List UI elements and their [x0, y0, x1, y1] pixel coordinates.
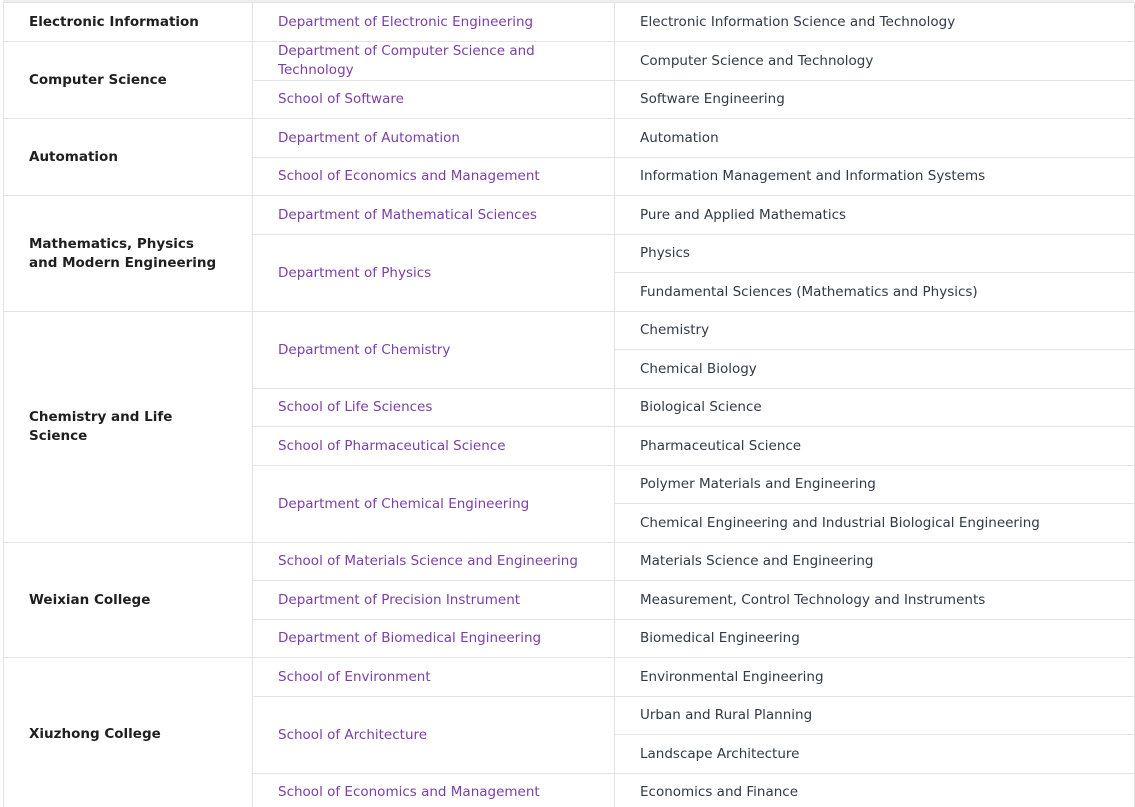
department-link[interactable]: School of Software — [253, 81, 615, 119]
major-cell: Landscape Architecture — [615, 735, 1135, 774]
group-cell: Weixian College — [4, 543, 253, 658]
major-cell: Polymer Materials and Engineering — [615, 466, 1135, 504]
department-link[interactable]: School of Economics and Management — [253, 158, 615, 196]
table-row — [4, 42, 1135, 81]
department-link[interactable]: Department of Computer Science and Technology — [253, 42, 615, 81]
group-cell: Electronic Information — [4, 3, 253, 42]
major-cell: Chemistry — [615, 312, 1135, 350]
department-link[interactable]: School of Economics and Management — [253, 774, 615, 807]
table-row — [4, 312, 1135, 350]
group-cell: Automation — [4, 119, 253, 196]
major-cell: Chemical Engineering and Industrial Biological Engineering — [615, 504, 1135, 543]
major-cell: Physics — [615, 235, 1135, 273]
major-cell: Biological Science — [615, 389, 1135, 427]
major-cell: Economics and Finance — [615, 774, 1135, 807]
department-link[interactable]: Department of Biomedical Engineering — [253, 620, 615, 658]
major-cell: Urban and Rural Planning — [615, 697, 1135, 735]
table-row — [4, 658, 1135, 697]
department-link[interactable]: School of Architecture — [253, 697, 615, 774]
group-cell: Mathematics, Physics and Modern Engineering — [4, 196, 253, 312]
department-link[interactable]: Department of Automation — [253, 119, 615, 158]
table-row — [4, 196, 1135, 235]
department-link[interactable]: Department of Mathematical Sciences — [253, 196, 615, 235]
major-cell: Biomedical Engineering — [615, 620, 1135, 658]
department-link[interactable]: School of Pharmaceutical Science — [253, 427, 615, 466]
department-link[interactable]: Department of Chemical Engineering — [253, 466, 615, 543]
group-cell: Computer Science — [4, 42, 253, 119]
major-cell: Electronic Information Science and Technology — [615, 3, 1135, 42]
group-cell: Chemistry and Life Science — [4, 312, 253, 543]
department-link[interactable]: School of Materials Science and Engineering — [253, 543, 615, 581]
department-link[interactable]: School of Life Sciences — [253, 389, 615, 427]
major-cell: Measurement, Control Technology and Instruments — [615, 581, 1135, 620]
major-cell: Automation — [615, 119, 1135, 158]
group-cell: Xiuzhong College — [4, 658, 253, 807]
major-cell: Pharmaceutical Science — [615, 427, 1135, 466]
department-link[interactable]: Department of Physics — [253, 235, 615, 312]
department-link[interactable]: Department of Electronic Engineering — [253, 3, 615, 42]
table-row — [4, 543, 1135, 581]
major-cell: Computer Science and Technology — [615, 42, 1135, 81]
department-link[interactable]: School of Environment — [253, 658, 615, 697]
table-row — [4, 3, 1135, 42]
major-cell: Software Engineering — [615, 81, 1135, 119]
major-cell: Environmental Engineering — [615, 658, 1135, 697]
department-link[interactable]: Department of Precision Instrument — [253, 581, 615, 620]
major-cell: Pure and Applied Mathematics — [615, 196, 1135, 235]
department-link[interactable]: Department of Chemistry — [253, 312, 615, 389]
major-cell: Chemical Biology — [615, 350, 1135, 389]
major-cell: Materials Science and Engineering — [615, 543, 1135, 581]
major-cell: Fundamental Sciences (Mathematics and Physics) — [615, 273, 1135, 312]
majors-table — [3, 2, 1135, 807]
table-row — [4, 119, 1135, 158]
major-cell: Information Management and Information Systems — [615, 158, 1135, 196]
